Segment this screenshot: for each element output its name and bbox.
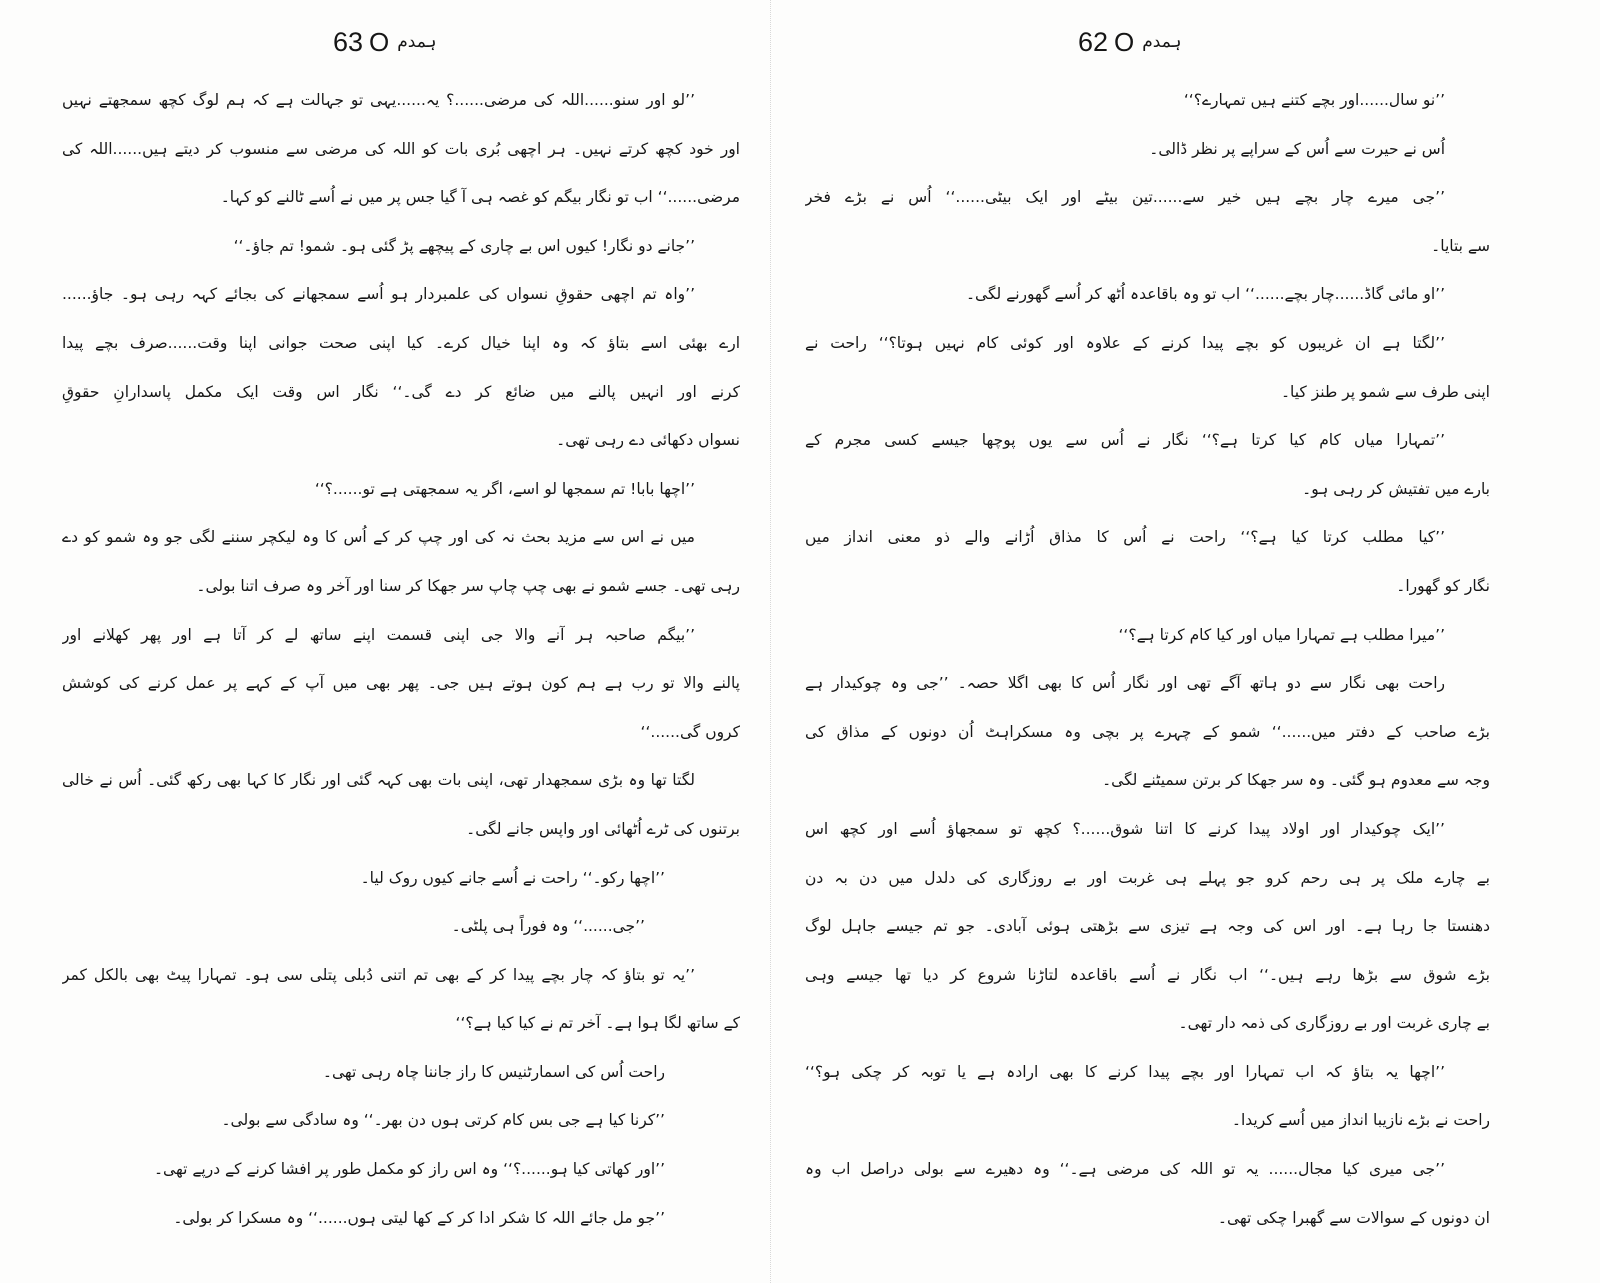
text-line: ’’تمہارا میاں کام کیا کرتا ہے؟‘‘ نگار نے اُس سے یوں پوچھا جیسے کسی مجرم کے [805, 431, 1445, 450]
text-line: ’’لو اور سنو......اللہ کی مرضی......؟ یہ......یہی تو جہالت ہے کہ ہم لوگ کچھ سمجھتے نہیں [62, 91, 695, 109]
text-line: ’’اچھا یہ بتاؤ کہ اب تمہارا اور بچے پیدا کرنے کا بھی ارادہ ہے یا توبہ کر چکی ہو؟‘‘ [805, 1062, 1445, 1081]
text-line: ’’کرنا کیا ہے جی بس کام کرتی ہوں دن بھر۔‘‘ وہ سادگی سے بولی۔ [221, 1111, 665, 1130]
text-line: کرنے اور انہیں پالنے میں ضائع کر دے گی۔‘‘ نگار اس وقت ایک مکمل پاسدارانِ حقوقِ [62, 382, 740, 401]
text-line: بڑے صاحب کے دفتر میں......‘‘ شمو کے چہرے پر بچی وہ مسکراہٹ اُن دونوں کے مذاق کی [805, 722, 1490, 741]
text-line: اپنی طرف سے شمو پر طنز کیا۔ [1280, 382, 1490, 401]
right-page-body [805, 76, 1490, 1242]
text-line: ’’جی میری کیا مجال...... یہ تو اللہ کی مرضی ہے۔‘‘ وہ دھیرے سے بولی دراصل اب وہ [805, 1160, 1445, 1179]
page-number: 63 [333, 27, 364, 57]
page-number: 62 [1078, 27, 1109, 57]
text-line: ’’ایک چوکیدار اور اولاد پیدا کرنے کا اتنا شوق......؟ کچھ تو سمجھاؤ اُسے اور کچھ اس [805, 819, 1445, 838]
text-line: ’’بیگم صاحبہ ہر آنے والا جی اپنی قسمت اپنے ساتھ لے کر آتا ہے اور پھر کھلانے اور [62, 625, 695, 644]
text-line: ’’جی......‘‘ وہ فوراً ہی پلٹی۔ [451, 917, 645, 936]
text-line: ’’اچھا بابا! تم سمجھا لو اسے، اگر یہ سمجھتی ہے تو......؟‘‘ [314, 479, 695, 498]
text-line: وجہ سے معدوم ہو گئی۔ وہ سر جھکا کر برتن سمیٹنے لگی۔ [1102, 771, 1490, 790]
text-line: اور خود کچھ کرتے نہیں۔ ہر اچھی بُری بات کو اللہ کی مرضی سے منسوب کر دیتے ہیں......اللہ کی [62, 139, 740, 158]
text-line: لگتا تھا وہ بڑی سمجھدار تھی، اپنی بات بھی کہہ گئی اور نگار کا کہا بھی رکھ گئی۔ اُس نے خالی [62, 771, 695, 790]
text-line: ’’جو مل جائے اللہ کا شکر ادا کر کے کھا لیتی ہوں......‘‘ وہ مسکرا کر بولی۔ [173, 1208, 665, 1227]
text-line: ان دونوں کے سوالات سے گھبرا چکی تھی۔ [1217, 1208, 1490, 1227]
text-line: راحت بھی نگار سے دو ہاتھ آگے تھی اور نگار اُس کا بھی اگلا حصہ۔ ’’جی وہ چوکیدار ہے [805, 674, 1445, 693]
text-line: اُس نے حیرت سے اُس کے سراپے پر نظر ڈالی۔ [1149, 139, 1445, 158]
text-line: مرضی......‘‘ اب تو نگار بیگم کو غصہ ہی آ گیا جس پر میں نے اُسے ٹالنے کو کہا۔ [220, 188, 740, 207]
page-header-right [1078, 20, 1182, 64]
text-line: ’’نو سال......اور بچے کتنے ہیں تمہارے؟‘‘ [1183, 91, 1445, 109]
text-line: دھنستا جا رہا ہے۔ اور اس کی وجہ ہے تیزی سے بڑھتی ہوئی آبادی۔ جو تم جیسے جاہل لوگ [805, 917, 1490, 936]
text-line: ’’کیا مطلب کرتا کیا ہے؟‘‘ راحت نے اُس کا مذاق اُڑانے والے ذو معنی انداز میں [805, 528, 1445, 547]
text-line: راحت اُس کی اسمارٹنیس کا راز جاننا چاہ رہی تھی۔ [322, 1062, 665, 1081]
text-line: پالنے والا تو رب ہے ہم کون ہوتے ہیں جی۔ پھر بھی میں آپ کے کہے پر عمل کرنے کی کوشش [62, 674, 740, 693]
left-page-body [62, 76, 740, 1242]
text-line: بے چاری غربت اور بے روزگاری کی ذمہ دار تھی۔ [1178, 1014, 1490, 1033]
text-line: کے ساتھ لگا ہوا ہے۔ آخر تم نے کیا کیا ہے؟‘‘ [455, 1014, 740, 1033]
text-line: نسواں دکھائی دے رہی تھی۔ [556, 431, 740, 450]
header-ornament: O [369, 27, 390, 57]
text-line: ’’اور کھاتی کیا ہو......؟‘‘ وہ اس راز کو مکمل طور پر افشا کرنے کے درپے تھی۔ [153, 1160, 665, 1179]
text-line: سے بتایا۔ [1431, 236, 1490, 255]
header-ornament: O [1114, 27, 1135, 57]
text-line: ’’اچھا رکو۔‘‘ راحت نے اُسے جانے کیوں روک لیا۔ [360, 868, 665, 887]
page-gutter [770, 0, 771, 1283]
text-line: رہی تھی۔ جسے شمو نے بھی چپ چاپ سر جھکا کر سنا اور آخر وہ صرف اتنا بولی۔ [196, 576, 740, 595]
text-line: ’’جی میرے چار بچے ہیں خیر سے......تین بیٹے اور ایک بیٹی......‘‘ اُس نے بڑے فخر [805, 188, 1445, 207]
text-line: ’’یہ تو بتاؤ کہ چار بچے پیدا کر کے بھی تم اتنی دُبلی پتلی سی ہو۔ تمہارا پیٹ بھی بالکل کمر [62, 965, 695, 984]
text-line: ’’واہ تم اچھی حقوقِ نسواں کی علمبردار ہو اُسے سمجھانے کی بجائے کہہ رہی ہو۔ جاؤ...... [62, 285, 695, 304]
text-line: برتنوں کی ٹرے اُٹھائی اور واپس جانے لگی۔ [466, 819, 740, 838]
text-line: کروں گی......‘‘ [640, 722, 740, 741]
text-line: ارے بھئی اسے بتاؤ کہ وہ اپنا خیال کرے۔ کیا اپنی صحت جوانی اپنا وقت......صرف بچے پیدا [62, 333, 740, 352]
text-line: میں نے اس سے مزید بحث نہ کی اور چپ کر کے اُس کا وہ لیکچر سننے لگی جو وہ شمو کو دے [62, 528, 695, 547]
text-line: بارے میں تفتیش کر رہی ہو۔ [1302, 479, 1490, 498]
text-line: ’’لگتا ہے ان غریبوں کو بچے پیدا کرنے کے علاوہ اور کوئی کام نہیں ہوتا؟‘‘ راحت نے [805, 333, 1445, 352]
text-line: ’’میرا مطلب ہے تمہارا میاں اور کیا کام کرتا ہے؟‘‘ [1118, 625, 1445, 644]
text-line: ’’او مائی گاڈ......چار بچے......‘‘ اب تو وہ باقاعدہ اُٹھ کر اُسے گھورنے لگی۔ [965, 285, 1445, 304]
page-header-left [333, 20, 437, 64]
running-title: ہمدم [1142, 32, 1182, 52]
text-line: ’’جانے دو نگار! کیوں اس بے چاری کے پیچھے پڑ گئی ہو۔ شمو! تم جاؤ۔‘‘ [233, 236, 695, 255]
text-line: بڑے شوق سے بڑھا رہے ہیں۔‘‘ اب نگار نے اُسے باقاعدہ لتاڑنا شروع کر دیا تھا جیسے وہی [805, 965, 1490, 984]
text-line: نگار کو گھورا۔ [1396, 576, 1490, 595]
text-line: بے چارے ملک پر ہی رحم کرو جو پہلے ہی غربت اور بے روزگاری کی دلدل میں دن بہ دن [805, 868, 1490, 887]
running-title: ہمدم [397, 32, 437, 52]
text-line: راحت نے بڑے نازیبا انداز میں اُسے کریدا۔ [1231, 1111, 1490, 1130]
